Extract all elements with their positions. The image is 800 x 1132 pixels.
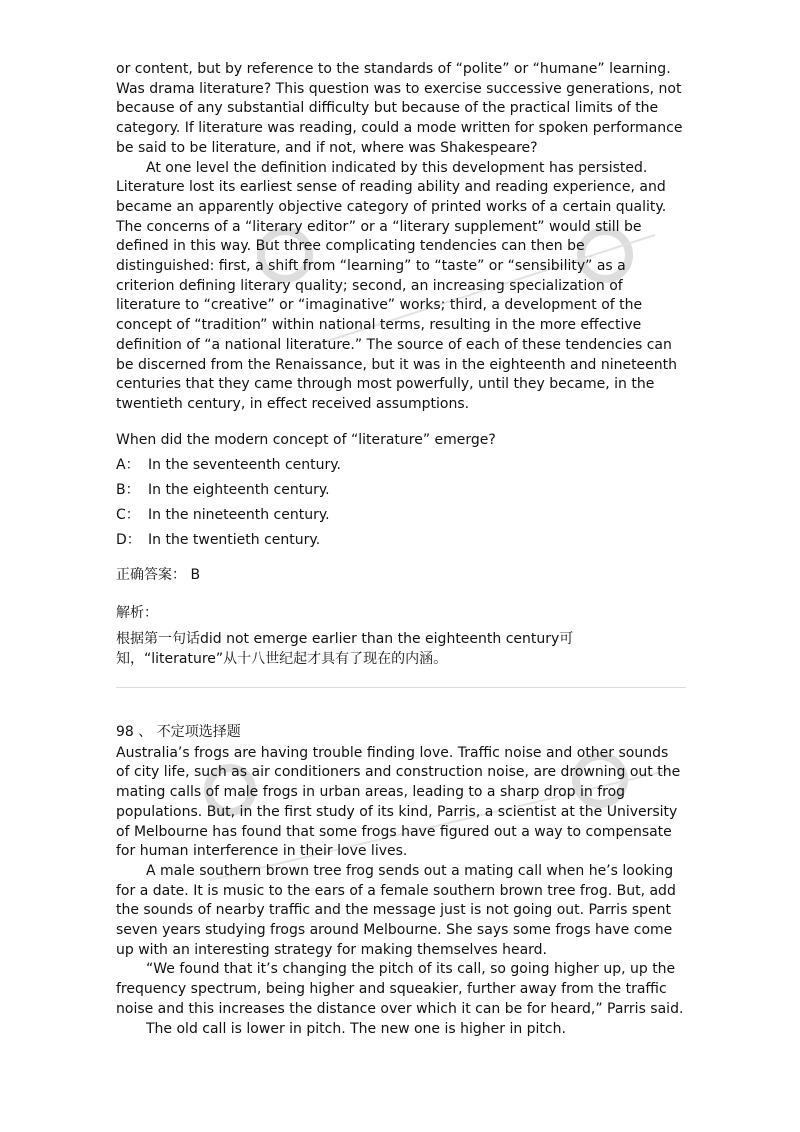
option-a[interactable] (116, 456, 686, 476)
correct-answer (116, 565, 686, 585)
analysis-text: 根据第一句话did not emerge earlier than the eighteenth century可知，“literature”从十八世纪起才具有了现在的内涵。 (116, 630, 574, 667)
section-divider (116, 687, 686, 688)
option-letter: C： (116, 507, 140, 524)
option-text: In the seventeenth century. (148, 457, 341, 474)
option-c[interactable] (116, 506, 686, 526)
option-d[interactable] (116, 531, 686, 551)
question-number: 98 、 不定项选择题 (116, 723, 241, 740)
analysis-label: 解析： (116, 604, 158, 621)
question-text: When did the modern concept of “literature” emerge? (116, 431, 496, 448)
option-text: In the eighteenth century. (148, 482, 330, 499)
option-text: In the nineteenth century. (148, 507, 330, 524)
document-page (116, 60, 686, 1039)
option-letter: A： (116, 457, 140, 474)
answer-value: B (190, 566, 201, 583)
passage-block (116, 744, 686, 1040)
option-letter: B： (116, 482, 140, 499)
answer-label: 正确答案： (116, 566, 186, 583)
passage-paragraph: At one level the definition indicated by this development has persisted. Literature lost its earliest sense of reading ability and reading experience, and became an apparently objective category of printed works of a certain quality. The concerns of a “literary editor” or a “literary supplement” would still be defined in this way. But three complicating tendencies can then be distinguished: first, a shift from “learning” to “taste” or “sensibility” as a criterion defining literary quality; second, an increasing specialization of literature to “creative” or “imaginative” works; third, a development of the concept of “tradition” within national terms, resulting in the more effective definition of “a national literature.” The source of each of these tendencies can be discerned from the Renaissance, but it was in the eighteenth and nineteenth centuries that they came through most powerfully, until they became, in the twentieth century, in effect received assumptions. (116, 159, 678, 412)
passage-paragraph: “We found that it’s changing the pitch of its call, so going higher up, up the frequency spectrum, being higher and squeakier, further away from the traffic noise and this increases the distance over which it can be for heard,” Parris said. (116, 961, 684, 1017)
options-list (116, 456, 686, 550)
passage-paragraph: or content, but by reference to the standards of “polite” or “humane” learning. Was drama literature? This question was to exercise successive generations, not because of any substantial difficulty but because of the practical limits of the category. If literature was reading, could a mode written for spoken performance be said to be literature, and if not, where was Shakespeare? (116, 61, 683, 156)
option-text: In the twentieth century. (148, 532, 321, 549)
passage-paragraph: A male southern brown tree frog sends out a mating call when he’s looking for a date. It is music to the ears of a female southern brown tree frog. But, add the sounds of nearby traffic and the message just is not going out. Parris spent seven years studying frogs around Melbourne. She says some frogs have come up with an interesting strategy for making themselves heard. (116, 862, 676, 958)
option-letter: D： (116, 532, 141, 549)
passage-paragraph: The old call is lower in pitch. The new one is higher in pitch. (146, 1020, 566, 1037)
option-b[interactable] (116, 481, 686, 501)
passage-paragraph: Australia’s frogs are having trouble finding love. Traffic noise and other sounds of city life, such as air conditioners and construction noise, are drowning out the mating calls of male frogs in urban areas, leading to a sharp drop in frog populations. But, in the first study of its kind, Parris, a scientist at the University of Melbourne has found that some frogs have figured out a way to compensate for human interference in their love lives. (116, 744, 681, 860)
